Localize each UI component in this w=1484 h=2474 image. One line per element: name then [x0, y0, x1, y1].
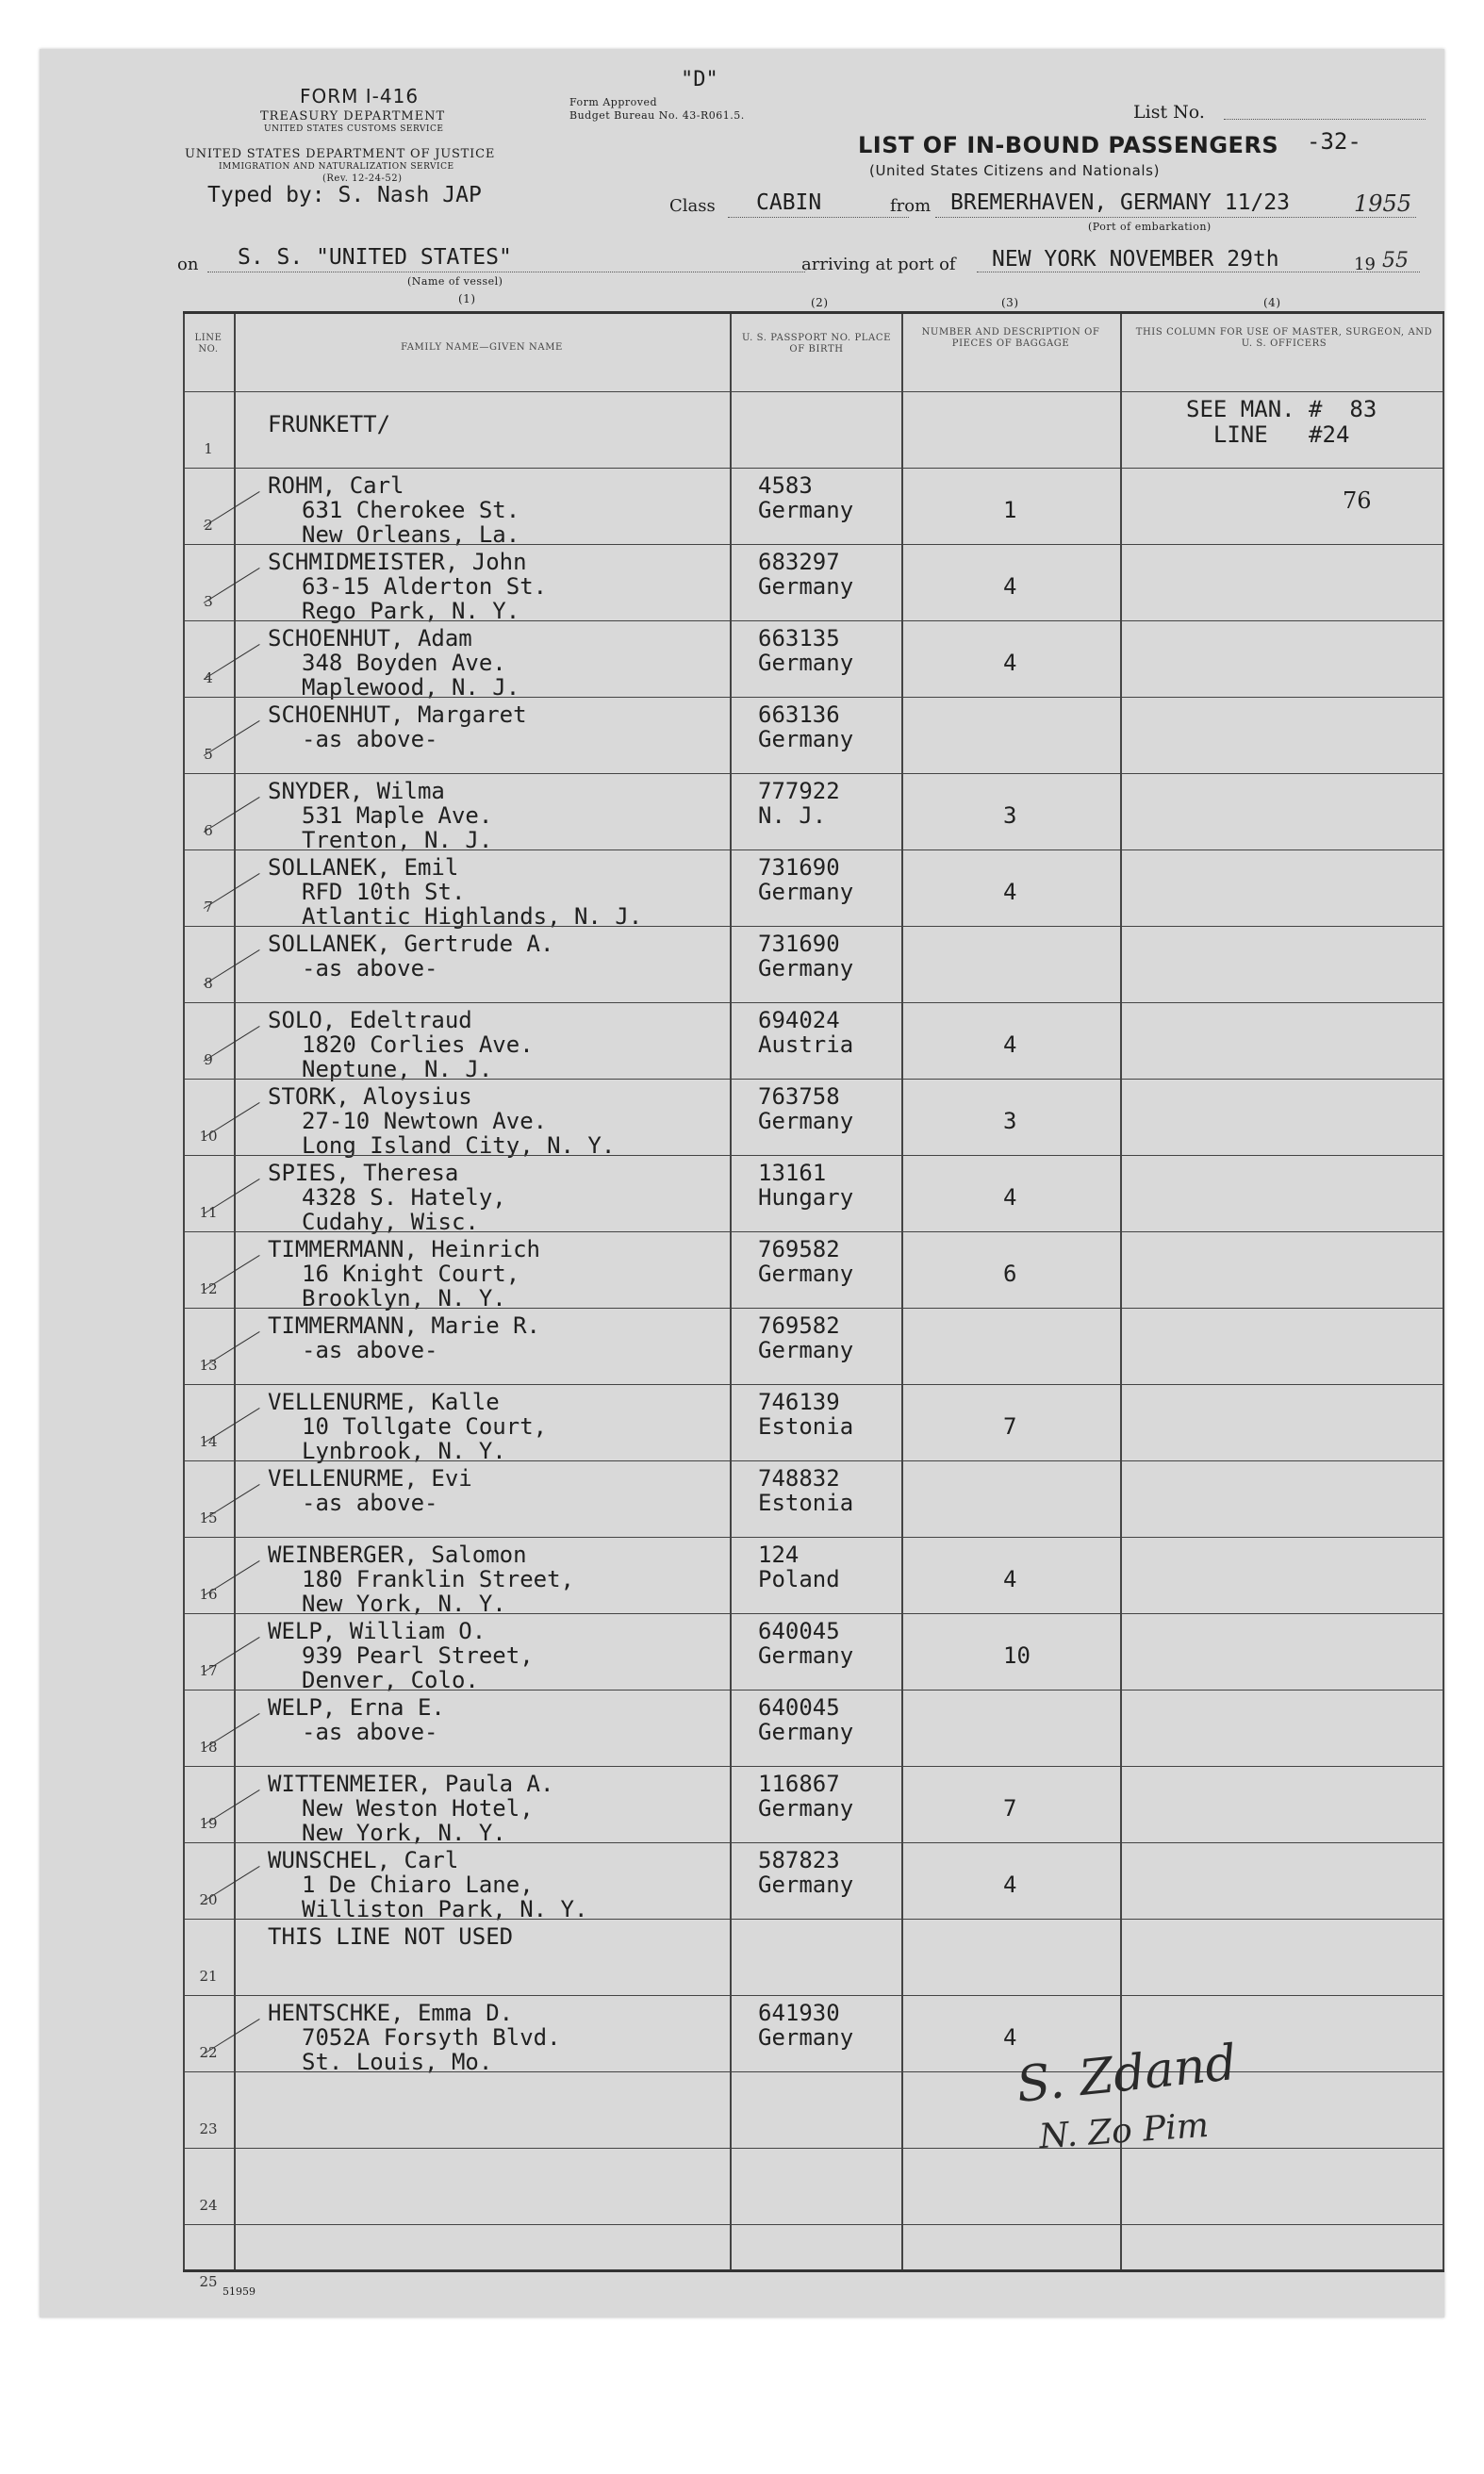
- line-number: 4: [204, 669, 213, 686]
- list-title: LIST OF IN-BOUND PASSENGERS: [858, 132, 1279, 158]
- line-number: 5: [204, 746, 213, 763]
- baggage-count: 4: [1003, 1566, 1017, 1592]
- row-divider: [183, 620, 1444, 621]
- passport-number: 694024: [758, 1007, 840, 1033]
- row-divider: [183, 1308, 1444, 1309]
- customs-service: UNITED STATES CUSTOMS SERVICE: [264, 124, 444, 134]
- arrival-year: 55: [1382, 249, 1409, 272]
- line-number: 9: [204, 1051, 213, 1068]
- arrival-year-prefix: 19: [1354, 255, 1376, 274]
- page-number: -32-: [1307, 128, 1361, 155]
- row-divider: [183, 1613, 1444, 1614]
- passenger-address-line1: 16 Knight Court,: [302, 1261, 520, 1287]
- passenger-name: WITTENMEIER, Paula A.: [268, 1771, 554, 1797]
- line-number: 6: [204, 822, 213, 839]
- column-header-name: FAMILY NAME—GIVEN NAME: [401, 342, 563, 353]
- passenger-name: SOLLANEK, Gertrude A.: [268, 931, 554, 957]
- passenger-name: WEINBERGER, Salomon: [268, 1542, 527, 1568]
- line-number: 1: [204, 440, 213, 457]
- line-number: 10: [199, 1128, 218, 1145]
- list-no-label: List No.: [1133, 102, 1205, 123]
- from-label: from: [890, 196, 932, 216]
- passenger-address-line2: Atlantic Highlands, N. J.: [302, 903, 643, 930]
- line-number: 8: [204, 975, 213, 992]
- row-divider: [183, 1079, 1444, 1080]
- passport-number: 683297: [758, 549, 840, 575]
- passenger-address-line2: Williston Park, N. Y.: [302, 1896, 588, 1922]
- passenger-address-line2: Cudahy, Wisc.: [302, 1209, 479, 1235]
- passport-number: 731690: [758, 931, 840, 957]
- place-of-birth: Germany: [758, 955, 854, 981]
- place-of-birth: Germany: [758, 726, 854, 752]
- place-of-birth: Germany: [758, 1719, 854, 1745]
- place-of-birth: Estonia: [758, 1413, 854, 1440]
- passenger-name: SOLO, Edeltraud: [268, 1007, 472, 1033]
- passenger-address-line1: 63-15 Alderton St.: [302, 573, 548, 600]
- line-number: 25: [199, 2273, 218, 2290]
- class-label: Class: [669, 196, 716, 216]
- passenger-name: TIMMERMANN, Heinrich: [268, 1236, 540, 1262]
- passenger-name: VELLENURME, Evi: [268, 1465, 472, 1492]
- passenger-name: ROHM, Carl: [268, 472, 404, 499]
- passenger-name: SNYDER, Wilma: [268, 778, 445, 804]
- passenger-address-line1: -as above-: [302, 1337, 438, 1363]
- column-header-officers: THIS COLUMN FOR USE OF MASTER, SURGEON, AND U. S. OFFICERS: [1135, 327, 1433, 349]
- row-divider: [183, 773, 1444, 774]
- passenger-address-line1: 939 Pearl Street,: [302, 1642, 534, 1669]
- place-of-birth: Germany: [758, 1642, 854, 1669]
- arriving-label: arriving at port of: [801, 255, 956, 274]
- line-number: 3: [204, 593, 213, 610]
- column-number-3: (3): [1001, 296, 1019, 309]
- passenger-address-line1: 631 Cherokee St.: [302, 497, 520, 523]
- row-divider: [183, 2224, 1444, 2225]
- passport-number: 763758: [758, 1083, 840, 1110]
- passenger-name: VELLENURME, Kalle: [268, 1389, 500, 1415]
- passport-number: 640045: [758, 1694, 840, 1721]
- passenger-name: SOLLANEK, Emil: [268, 854, 459, 881]
- line-number: 16: [199, 1586, 218, 1603]
- place-of-birth: Austria: [758, 1031, 854, 1058]
- baggage-count: 4: [1003, 879, 1017, 905]
- passenger-address-line2: St. Louis, Mo.: [302, 2049, 493, 2075]
- place-of-birth: Germany: [758, 497, 854, 523]
- passenger-address-line1: -as above-: [302, 955, 438, 981]
- line-number: 23: [199, 2120, 218, 2137]
- passport-number: 731690: [758, 854, 840, 881]
- passport-number: 769582: [758, 1236, 840, 1262]
- row-divider: [183, 1231, 1444, 1232]
- row-divider: [183, 1766, 1444, 1767]
- line-number: 21: [199, 1968, 218, 1985]
- arrival-port: NEW YORK NOVEMBER 29th: [992, 247, 1279, 272]
- baggage-count: 4: [1003, 1184, 1017, 1211]
- row-divider: [183, 1460, 1444, 1461]
- row-divider: [183, 1995, 1444, 1996]
- line-number: 14: [199, 1433, 218, 1450]
- passenger-name: SCHOENHUT, Margaret: [268, 701, 527, 728]
- passenger-address-line1: 27-10 Newtown Ave.: [302, 1108, 548, 1134]
- treasury-department: TREASURY DEPARTMENT: [260, 109, 446, 124]
- passenger-address-line1: 348 Boyden Ave.: [302, 650, 506, 676]
- baggage-count: 4: [1003, 573, 1017, 600]
- passenger-name: STORK, Aloysius: [268, 1083, 472, 1110]
- officer-note: SEE MAN. # 83 LINE #24: [1186, 396, 1377, 448]
- passenger-address-line1: RFD 10th St.: [302, 879, 466, 905]
- passenger-name: TIMMERMANN, Marie R.: [268, 1312, 540, 1339]
- column-header-passport: U. S. PASSPORT NO. PLACE OF BIRTH: [741, 333, 892, 355]
- passenger-address-line1: -as above-: [302, 1490, 438, 1516]
- row-divider: [183, 2071, 1444, 2072]
- passenger-address-line1: 7052A Forsyth Blvd.: [302, 2024, 561, 2051]
- passport-number: 124: [758, 1542, 800, 1568]
- passport-number: 663135: [758, 625, 840, 651]
- place-of-birth: Germany: [758, 1795, 854, 1822]
- passenger-address-line2: Maplewood, N. J.: [302, 674, 520, 701]
- typed-by: Typed by: S. Nash JAP: [207, 183, 482, 207]
- department-of-justice: UNITED STATES DEPARTMENT OF JUSTICE: [185, 147, 496, 161]
- revision-date: (Rev. 12-24-52): [322, 173, 403, 184]
- form-approved: Form Approved: [569, 96, 658, 108]
- embarkation-port: BREMERHAVEN, GERMANY 11/23: [950, 190, 1291, 215]
- passport-number: 4583: [758, 472, 813, 499]
- baggage-count: 6: [1003, 1261, 1017, 1287]
- embarkation-year: 1955: [1354, 190, 1412, 217]
- row-divider: [183, 468, 1444, 469]
- passenger-address-line2: New York, N. Y.: [302, 1820, 506, 1846]
- passport-number: 748832: [758, 1465, 840, 1492]
- passenger-address-line2: Trenton, N. J.: [302, 827, 493, 853]
- passenger-address-line2: Brooklyn, N. Y.: [302, 1285, 506, 1311]
- line-number: 24: [199, 2197, 218, 2214]
- budget-bureau-number: Budget Bureau No. 43-R061.5.: [569, 109, 745, 122]
- passenger-address-line1: -as above-: [302, 726, 438, 752]
- passenger-address-line1: 180 Franklin Street,: [302, 1566, 574, 1592]
- row-divider: [183, 849, 1444, 850]
- place-of-birth: N. J.: [758, 802, 827, 829]
- line-number: 19: [199, 1815, 218, 1832]
- passenger-address-line2: Denver, Colo.: [302, 1667, 479, 1693]
- port-of-embarkation-caption: (Port of embarkation): [1088, 221, 1212, 233]
- baggage-count: 10: [1003, 1642, 1031, 1669]
- class-line: [728, 217, 909, 218]
- immigration-service: IMMIGRATION AND NATURALIZATION SERVICE: [219, 162, 454, 172]
- baggage-count: 4: [1003, 1872, 1017, 1898]
- list-subtitle: (United States Citizens and Nationals): [869, 162, 1161, 179]
- row-divider: [183, 1384, 1444, 1385]
- vessel-caption: (Name of vessel): [407, 275, 503, 288]
- baggage-count: 4: [1003, 2024, 1017, 2051]
- line-number: 7: [204, 899, 213, 915]
- row-divider: [183, 1537, 1444, 1538]
- place-of-birth: Germany: [758, 1337, 854, 1363]
- line-number: 20: [199, 1891, 218, 1908]
- passenger-name: THIS LINE NOT USED: [268, 1923, 514, 1950]
- passport-number: 777922: [758, 778, 840, 804]
- passenger-address-line1: -as above-: [302, 1719, 438, 1745]
- officer-note: 76: [1343, 487, 1372, 514]
- line-number: 13: [199, 1357, 218, 1374]
- signature-officer: N. Zo Pim: [1037, 2105, 1211, 2157]
- passport-number: 746139: [758, 1389, 840, 1415]
- row-divider: [183, 544, 1444, 545]
- passenger-address-line2: New Orleans, La.: [302, 521, 520, 548]
- baggage-count: 4: [1003, 1031, 1017, 1058]
- header-quote-d: "D": [681, 68, 718, 91]
- passenger-name: WELP, Erna E.: [268, 1694, 445, 1721]
- passenger-address-line2: Neptune, N. J.: [302, 1056, 493, 1082]
- passenger-name: SCHMIDMEISTER, John: [268, 549, 527, 575]
- row-divider: [183, 697, 1444, 698]
- passenger-name: WUNSCHEL, Carl: [268, 1847, 459, 1873]
- passport-number: 587823: [758, 1847, 840, 1873]
- passenger-address-line1: 531 Maple Ave.: [302, 802, 493, 829]
- baggage-count: 3: [1003, 802, 1017, 829]
- place-of-birth: Germany: [758, 1108, 854, 1134]
- line-number: 15: [199, 1509, 218, 1526]
- passenger-address-line1: 10 Tollgate Court,: [302, 1413, 548, 1440]
- vessel-name: S. S. "UNITED STATES": [238, 245, 512, 270]
- place-of-birth: Hungary: [758, 1184, 854, 1211]
- passenger-name: SCHOENHUT, Adam: [268, 625, 472, 651]
- on-label: on: [177, 255, 199, 274]
- place-of-birth: Germany: [758, 2024, 854, 2051]
- row-divider: [183, 1690, 1444, 1691]
- column-header-line-no: LINE NO.: [194, 333, 223, 355]
- from-line: [935, 217, 1416, 218]
- passenger-address-line2: Rego Park, N. Y.: [302, 598, 520, 624]
- baggage-count: 7: [1003, 1413, 1017, 1440]
- signature-inspector: S. Zdand: [1014, 2034, 1240, 2115]
- line-number: 22: [199, 2044, 218, 2061]
- line-number: 12: [199, 1280, 218, 1297]
- place-of-birth: Germany: [758, 879, 854, 905]
- place-of-birth: Germany: [758, 1261, 854, 1287]
- passenger-name: WELP, William O.: [268, 1618, 486, 1644]
- class-value: CABIN: [756, 190, 822, 215]
- row-divider: [183, 926, 1444, 927]
- line-number: 2: [204, 517, 213, 534]
- place-of-birth: Germany: [758, 650, 854, 676]
- passenger-name: SPIES, Theresa: [268, 1160, 459, 1186]
- passenger-table: [183, 311, 1444, 2290]
- passport-number: 663136: [758, 701, 840, 728]
- passenger-address-line2: New York, N. Y.: [302, 1591, 506, 1617]
- column-header-baggage: NUMBER AND DESCRIPTION OF PIECES OF BAGGAGE: [921, 327, 1100, 349]
- passport-number: 13161: [758, 1160, 827, 1186]
- row-divider: [183, 1002, 1444, 1003]
- baggage-count: 3: [1003, 1108, 1017, 1134]
- passport-number: 116867: [758, 1771, 840, 1797]
- passenger-name: HENTSCHKE, Emma D.: [268, 2000, 514, 2026]
- passport-number: 640045: [758, 1618, 840, 1644]
- row-divider: [183, 1919, 1444, 1920]
- passport-number: 769582: [758, 1312, 840, 1339]
- place-of-birth: Poland: [758, 1566, 840, 1592]
- place-of-birth: Estonia: [758, 1490, 854, 1516]
- passenger-address-line1: 1820 Corlies Ave.: [302, 1031, 534, 1058]
- passenger-address-line2: Lynbrook, N. Y.: [302, 1438, 506, 1464]
- row-divider: [183, 391, 1444, 392]
- passenger-address-line1: 1 De Chiaro Lane,: [302, 1872, 534, 1898]
- column-number-1: (1): [458, 292, 476, 305]
- list-no-line: [1224, 119, 1426, 120]
- column-number-2: (2): [811, 296, 829, 309]
- place-of-birth: Germany: [758, 1872, 854, 1898]
- passport-number: 641930: [758, 2000, 840, 2026]
- passenger-address-line1: 4328 S. Hately,: [302, 1184, 506, 1211]
- passenger-address-line2: Long Island City, N. Y.: [302, 1132, 616, 1159]
- baggage-count: 1: [1003, 497, 1017, 523]
- passenger-manifest-page: [40, 49, 1444, 2317]
- passenger-address-line1: New Weston Hotel,: [302, 1795, 534, 1822]
- row-divider: [183, 1842, 1444, 1843]
- row-divider: [183, 1155, 1444, 1156]
- baggage-count: 7: [1003, 1795, 1017, 1822]
- column-number-4: (4): [1263, 296, 1281, 309]
- row-divider: [183, 2148, 1444, 2149]
- baggage-count: 4: [1003, 650, 1017, 676]
- form-title: FORM I-416: [300, 85, 420, 107]
- form-code: 51959: [223, 2285, 256, 2298]
- place-of-birth: Germany: [758, 573, 854, 600]
- line-number: 17: [199, 1662, 218, 1679]
- line-number: 18: [199, 1739, 218, 1756]
- line-number: 11: [199, 1204, 218, 1221]
- passenger-name: FRUNKETT/: [268, 411, 391, 437]
